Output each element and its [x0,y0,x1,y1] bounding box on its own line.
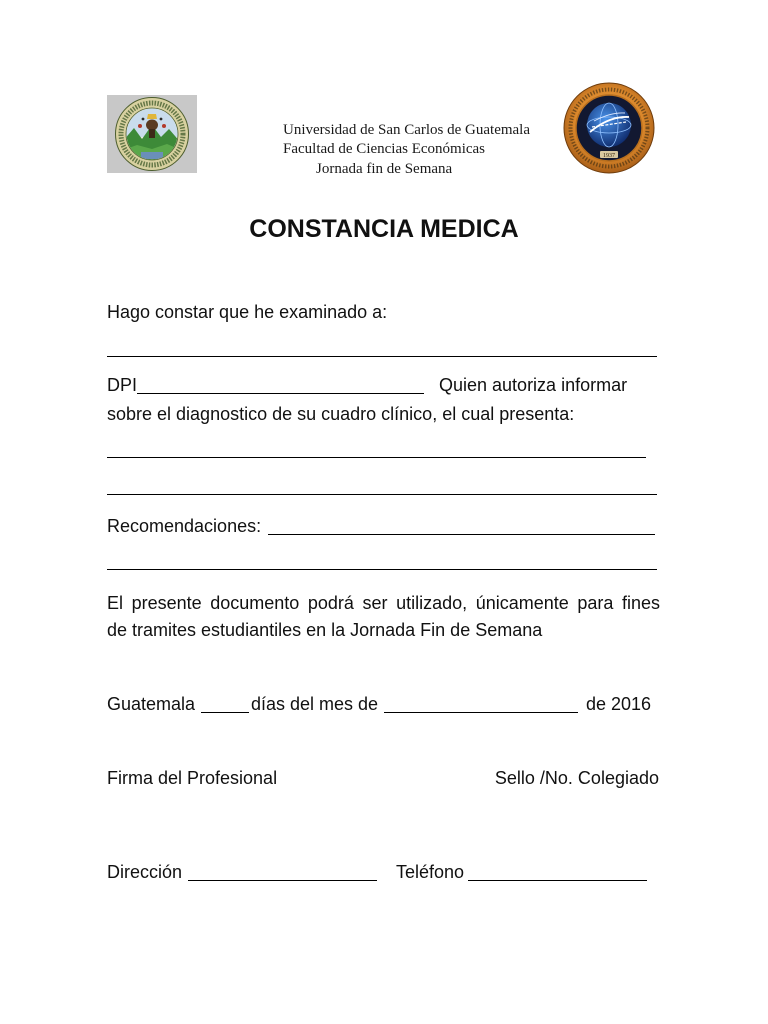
dpi-label: DPI [107,375,138,395]
phone-label: Teléfono [396,862,465,882]
date-days-text: días del mes de [251,694,379,714]
blank-line-recommendations-1 [268,534,655,535]
header-institution-name: Universidad de San Carlos de Guatemala [283,122,531,138]
intro-text: Hago constar que he examinado a: [107,302,388,322]
emblem-year-text: 1937 [603,152,615,159]
document-title: CONSTANCIA MEDICA [249,215,519,243]
date-year-text: de 2016 [586,694,652,714]
seal-label: Sello /No. Colegiado [494,768,659,788]
usage-text-line-2: de tramites estudiantiles en la Jornada Fin de Semana [107,620,543,640]
usage-text-line-1: El presente documento podrá ser utilizado, únicamente para fines [107,593,660,613]
date-city-label: Guatemala [107,694,196,714]
header-faculty-name: Facultad de Ciencias Económicas [283,141,486,157]
blank-line-recommendations-2 [107,569,657,570]
blank-line-month [384,712,578,713]
blank-line-diagnosis-2 [107,494,657,495]
diagnosis-text: sobre el diagnostico de su cuadro clínico, el cual presenta: [107,404,575,424]
address-label: Dirección [107,862,183,882]
blank-line-patient-name [107,356,657,357]
faculty-emblem-icon [563,82,655,174]
authorization-text: Quien autoriza informar [439,375,628,395]
university-seal-icon [107,95,197,173]
signature-label: Firma del Profesional [107,768,278,788]
header-program-name: Jornada fin de Semana [316,161,453,177]
blank-line-address [188,880,377,881]
blank-line-phone [468,880,647,881]
blank-line-day [201,712,249,713]
blank-line-diagnosis-1 [107,457,646,458]
blank-line-dpi [137,393,424,394]
recommendations-label: Recomendaciones: [107,516,262,536]
